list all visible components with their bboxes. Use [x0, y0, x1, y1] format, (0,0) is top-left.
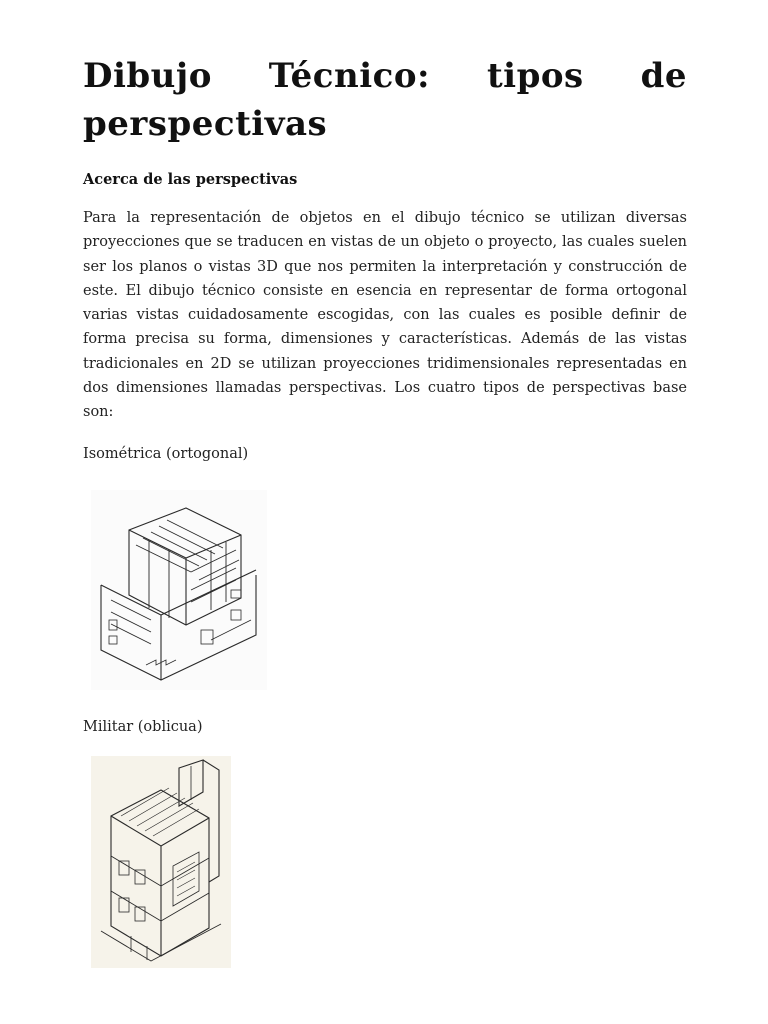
section-heading: Acerca de las perspectivas: [83, 171, 298, 188]
document-page: [83, 52, 687, 735]
intro-paragraph: Para la representación de objetos en el dibujo técnico se utilizan diversas proyecciones que se traducen en vistas de un objeto o proyecto, las cuales suelen ser los planos o vistas 3D que nos permiten la interpretación y construcción de este. El dibujo técnico consiste en esencia en representar de forma ortogonal varias vistas cuidadosamente escogidas, con las cuales es posible definir de forma precisa su forma, dimensiones y características. Además de las vistas tradicionales en 2D se utilizan proyecciones tridimensionales representadas en dos dimensiones llamadas perspectivas. Los cuatro tipos de perspectivas base son:: [83, 210, 687, 421]
isometric-building-drawing: [91, 490, 267, 690]
military-building-drawing: [91, 756, 231, 968]
page-title: Dibujo Técnico: tipos de perspectivas: [83, 56, 687, 144]
military-caption: Militar (oblicua): [83, 719, 203, 735]
isometric-caption: Isométrica (ortogonal): [83, 446, 249, 462]
